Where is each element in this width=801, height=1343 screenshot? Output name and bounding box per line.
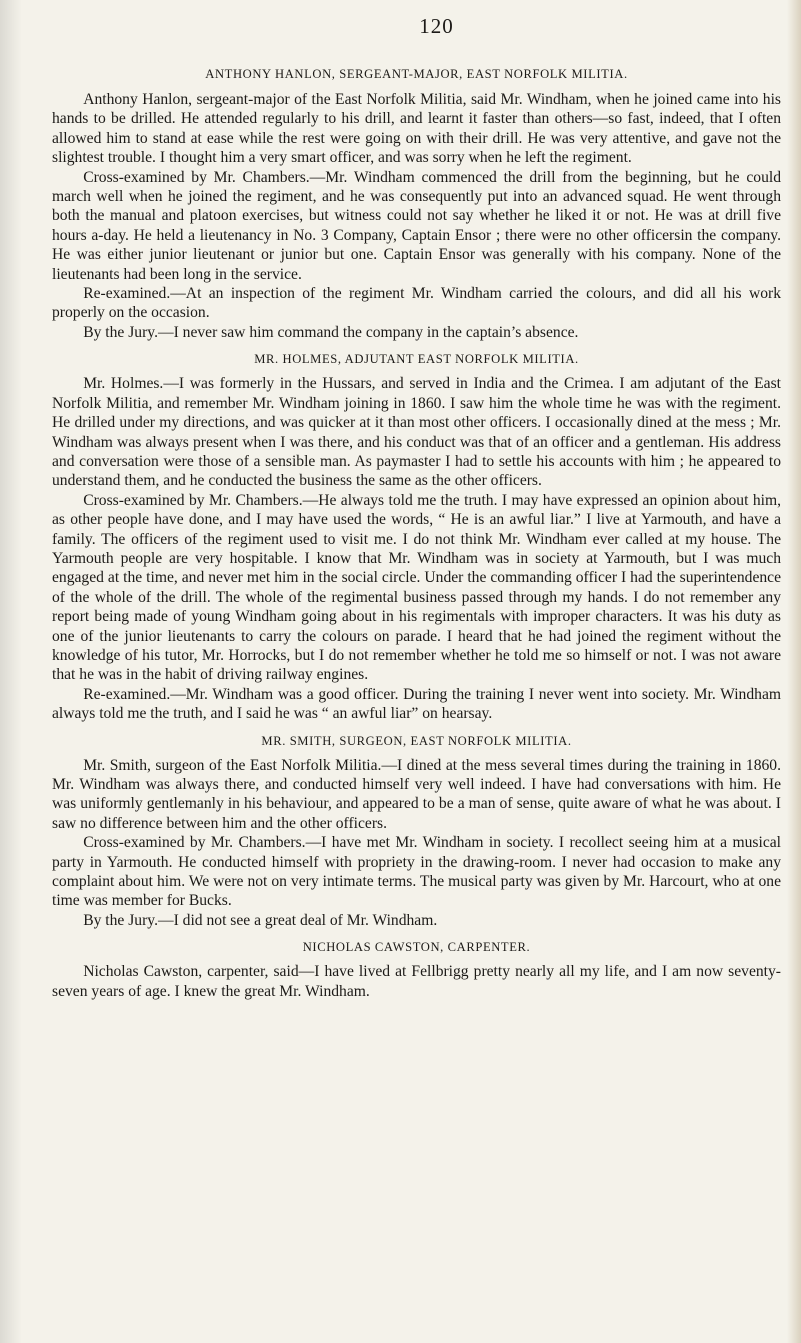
paragraph: Re-examined.—At an inspection of the regiment Mr. Windham carried the colours, and did all his work properly on the occasion. xyxy=(52,285,781,322)
page-number: 120 xyxy=(419,14,454,38)
paragraph: Mr. Smith, surgeon of the East Norfolk Militia.—I dined at the mess several times during the training in 1860. Mr. Windham was always there, and conducted himself very well indeed. I have had conversations with him. He was uniformly gentlemanly in his behaviour, and appeared to be a man of sense, quite aware of what he was about. I saw no difference between him and the other officers. xyxy=(52,756,781,832)
paragraph: By the Jury.—I did not see a great deal of Mr. Windham. xyxy=(83,911,438,929)
section-heading: NICHOLAS CAWSTON, CARPENTER. xyxy=(302,940,531,955)
paragraph: Nicholas Cawston, carpenter, said—I have lived at Fellbrigg pretty nearly all my life, and I am now seventy-seven years of age. I knew the great Mr. Windham. xyxy=(52,963,781,1000)
testimony-holmes xyxy=(52,352,781,723)
paragraph: Anthony Hanlon, sergeant-major of the East Norfolk Militia, said Mr. Windham, when he joined came into his hands to be drilled. He attended regularly to his drill, and learnt it faster than others—so fast, indeed, that I often allowed him to stand at ease while the rest were going on with their drill. He was very attentive, and gave not the slightest trouble. I thought him a very smart officer, and was sorry when he left the regiment. xyxy=(52,91,781,167)
paragraph: Re-examined.—Mr. Windham was a good officer. During the training I never went into society. Mr. Windham always told me the truth, and I said he was “ an awful liar” on hearsay. xyxy=(52,685,781,723)
paragraph: By the Jury.—I never saw him command the company in the captain’s absence. xyxy=(83,323,579,341)
paragraph: Mr. Holmes.—I was formerly in the Hussars, and served in India and the Crimea. I am adjutant of the East Norfolk Militia, and remember Mr. Windham joining in 1860. I saw him the whole time he was with the regiment. He drilled under my directions, and was quicker at it than most other officers. I occasionally dined at the mess ; Mr. Windham was always present when I was there, and his conduct was that of an officer and a gentleman. His address and conversation were those of a sensible man. As paymaster I had to settle his accounts with him ; he appeared to understand them, and he conducted the business the same as the other officers. xyxy=(52,375,781,490)
testimony-smith xyxy=(52,734,781,931)
paragraph: Cross-examined by Mr. Chambers.—Mr. Windham commenced the drill from the beginning, but he could march well when he joined the regiment, and he was consequently put into an advanced squad. He went through both the manual and platoon exercises, but witness could not say whether he liked it or not. He was at drill five hours a-day. He held a lieutenancy in No. 3 Company, Captain Ensor ; there were no other officersin the company. He was either junior lieutenant or junior but one. Captain Ensor was generally with his company. None of the lieutenants had been long in the service. xyxy=(52,168,781,283)
testimony-hanlon xyxy=(52,90,781,342)
paragraph: Cross-examined by Mr. Chambers.—He always told me the truth. I may have expressed an opinion about him, as other people have done, and I may have used the words, “ He is an awful liar.” I live at Yarmouth, and have a family. The officers of the regiment used to visit me. I do not think Mr. Windham ever called at my house. The Yarmouth people are very hospitable. I know that Mr. Windham was in society at Yarmouth, but I was much engaged at the time, and never met him in the social circle. Under the commanding officer I had the superintendence of the whole of the drill. The whole of the regimental business passed through my hands. I do not remember any report being made of young Windham going about in his regimentals with improper characters. It was his duty as one of the junior lieutenants to carry the colours on parade. I heard that he had joined the regiment without the knowledge of his tutor, Mr. Horrocks, but I do not remember whether he told me so himself or not. I was not aware that he was in the habit of driving railway engines. xyxy=(52,491,781,684)
paragraph: Cross-examined by Mr. Chambers.—I have met Mr. Windham in society. I recollect seeing him at a musical party in Yarmouth. He conducted himself with propriety in the drawing-room. I never had occasion to make any complaint about him. We were not on very intimate terms. The musical party was given by Mr. Harcourt, who at one time was member for Bucks. xyxy=(52,834,781,910)
running-head: ANTHONY HANLON, SERGEANT-MAJOR, EAST NORFOLK MILITIA. xyxy=(205,67,628,81)
testimony-cawston xyxy=(52,940,781,1001)
section-heading: MR. HOLMES, ADJUTANT EAST NORFOLK MILITIA. xyxy=(254,352,579,367)
page-edge-stain xyxy=(787,0,801,1343)
page-binding-shadow xyxy=(0,0,22,1343)
section-heading: MR. SMITH, SURGEON, EAST NORFOLK MILITIA. xyxy=(261,733,572,748)
